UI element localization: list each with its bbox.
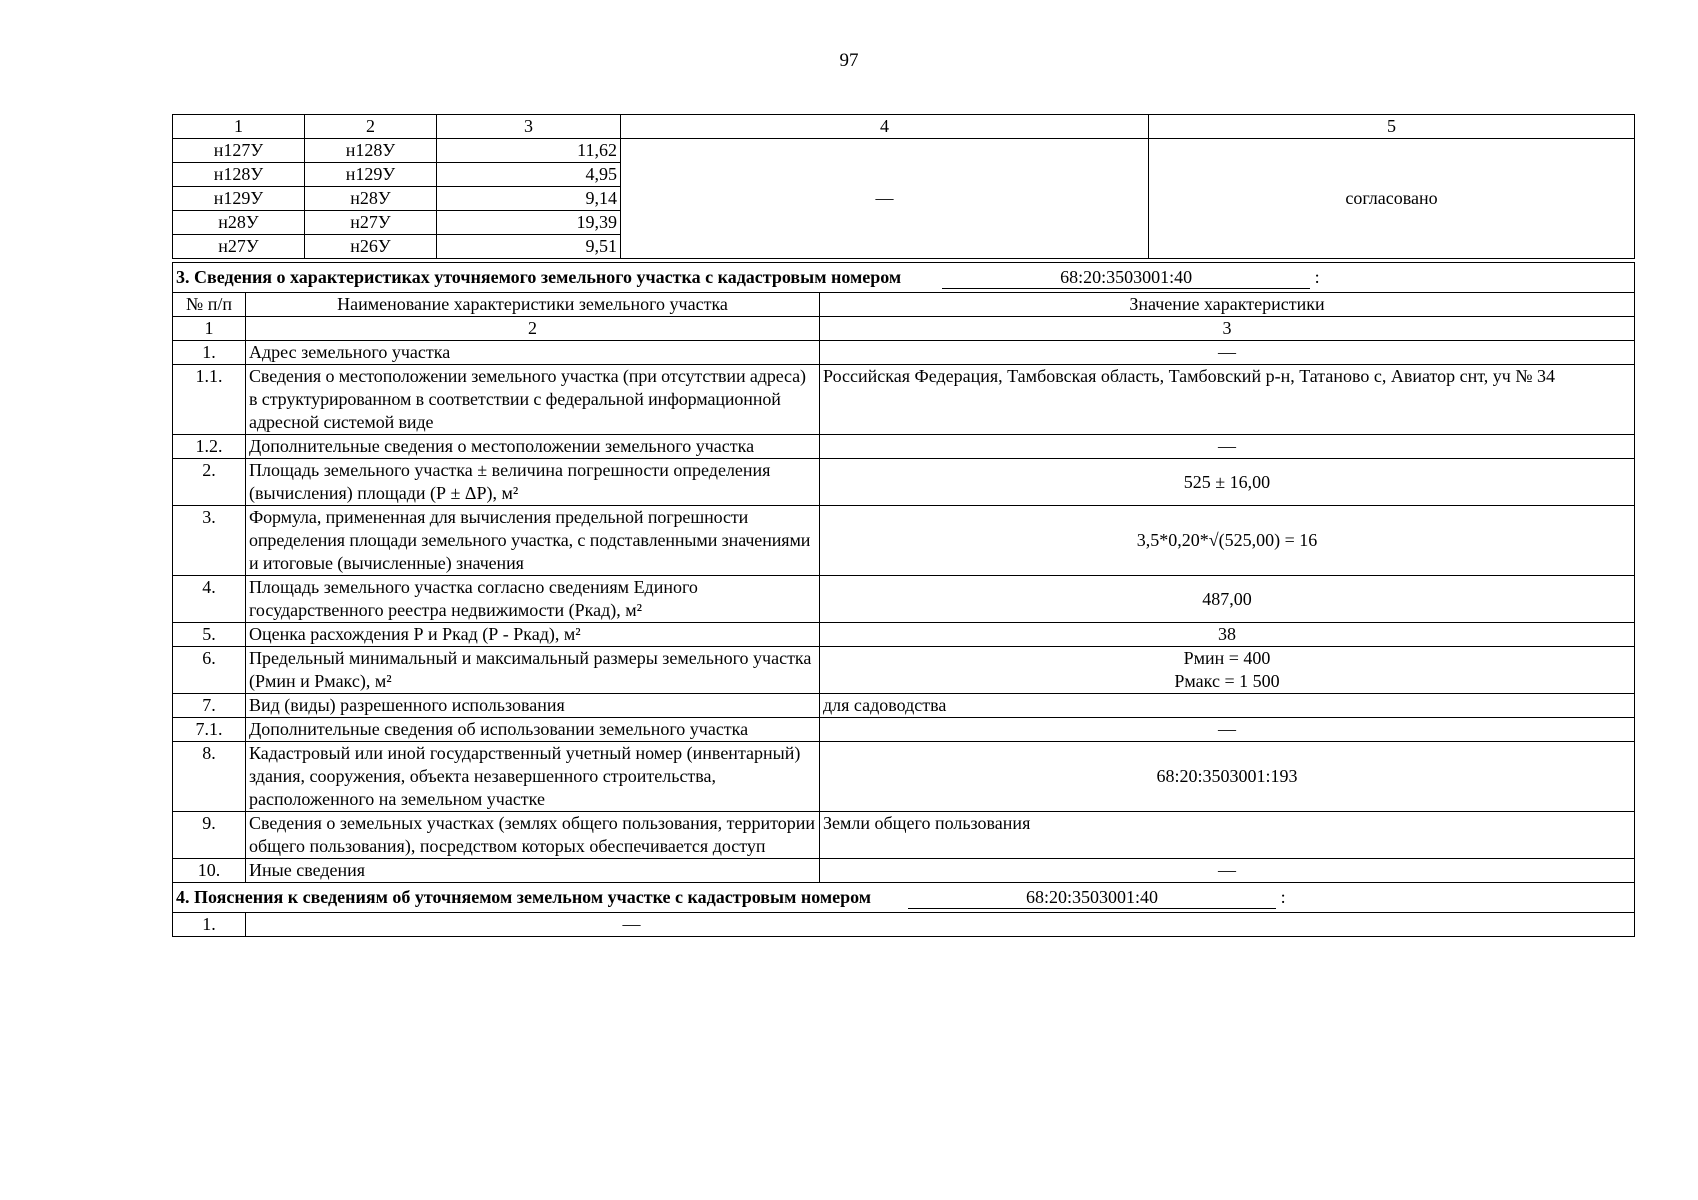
segment-length: 4,95 bbox=[437, 163, 621, 187]
section4-title-row bbox=[173, 883, 1635, 913]
row-number: 8. bbox=[173, 742, 246, 812]
row-value: для садоводства bbox=[820, 694, 1635, 718]
header-cell: 1 bbox=[173, 115, 305, 139]
col-header-name: Наименование характеристики земельного участка bbox=[246, 293, 820, 317]
row-name: Дополнительные сведения о местоположении земельного участка bbox=[246, 435, 820, 459]
point-from: н129У bbox=[173, 187, 305, 211]
row-value: Земли общего пользования bbox=[820, 812, 1635, 859]
row-name: Иные сведения bbox=[246, 859, 820, 883]
row-number: 7. bbox=[173, 694, 246, 718]
point-from: н128У bbox=[173, 163, 305, 187]
section4-cadastral-number: 68:20:3503001:40 bbox=[908, 886, 1276, 909]
row-number: 2. bbox=[173, 459, 246, 506]
table-row bbox=[173, 459, 1635, 506]
row-number: 1.2. bbox=[173, 435, 246, 459]
table-row bbox=[173, 647, 1635, 694]
point-to: н128У bbox=[305, 139, 437, 163]
point-to: н129У bbox=[305, 163, 437, 187]
row-name: Площадь земельного участка ± величина погрешности определения (вычисления) площади (Р ± ΔР), м² bbox=[246, 459, 820, 506]
boundary-table bbox=[172, 114, 1635, 259]
table-row bbox=[173, 694, 1635, 718]
row-number: 1. bbox=[173, 913, 246, 937]
row-name: Кадастровый или иной государственный учетный номер (инвентарный) здания, сооружения, объекта незавершенного строительства, расположенного на земельном участке bbox=[246, 742, 820, 812]
row-value bbox=[820, 647, 1635, 694]
col-number: 3 bbox=[820, 317, 1635, 341]
table-row bbox=[173, 913, 1635, 937]
row-value: 68:20:3503001:193 bbox=[820, 742, 1635, 812]
table-row bbox=[173, 139, 1635, 163]
point-from: н28У bbox=[173, 211, 305, 235]
row-number: 1. bbox=[173, 341, 246, 365]
segment-length: 9,14 bbox=[437, 187, 621, 211]
section4-title: 4. Пояснения к сведениям об уточняемом земельном участке с кадастровым номером bbox=[176, 887, 872, 907]
min-size-value: Рмин = 400 bbox=[1183, 648, 1271, 668]
section3-cadastral-number: 68:20:3503001:40 bbox=[942, 266, 1310, 289]
table-row bbox=[173, 341, 1635, 365]
segment-length: 11,62 bbox=[437, 139, 621, 163]
point-from: н127У bbox=[173, 139, 305, 163]
table-row bbox=[173, 365, 1635, 435]
point-to: н26У bbox=[305, 235, 437, 259]
row-name: Предельный минимальный и максимальный размеры земельного участка (Рмин и Рмакс), м² bbox=[246, 647, 820, 694]
table-row bbox=[173, 742, 1635, 812]
header-cell: 5 bbox=[1149, 115, 1635, 139]
row-value: — bbox=[820, 859, 1635, 883]
col-number: 2 bbox=[246, 317, 820, 341]
row-number: 4. bbox=[173, 576, 246, 623]
point-to: н28У bbox=[305, 187, 437, 211]
row-name: Площадь земельного участка согласно сведениям Единого государственного реестра недвижимости (Ркад), м² bbox=[246, 576, 820, 623]
col-header-value: Значение характеристики bbox=[820, 293, 1635, 317]
row-name: Оценка расхождения Р и Ркад (Р - Ркад), м² bbox=[246, 623, 820, 647]
row-number: 5. bbox=[173, 623, 246, 647]
row-name: Формула, примененная для вычисления предельной погрешности определения площади земельного участка, с подставленными значениями и итоговые (вычисленные) значения bbox=[246, 506, 820, 576]
section3-colon: : bbox=[1314, 267, 1320, 287]
row-name: Сведения о земельных участках (землях общего пользования, территории общего пользования), посредством которых обеспечивается доступ bbox=[246, 812, 820, 859]
col-header-number: № п/п bbox=[173, 293, 246, 317]
row-value: 3,5*0,20*√(525,00) = 16 bbox=[820, 506, 1635, 576]
section3-title-row bbox=[173, 263, 1635, 293]
column-header-row bbox=[173, 293, 1635, 317]
row-number: 3. bbox=[173, 506, 246, 576]
row-value: — bbox=[820, 718, 1635, 742]
segment-length: 9,51 bbox=[437, 235, 621, 259]
row-value: — bbox=[246, 913, 1635, 937]
table-row bbox=[173, 718, 1635, 742]
row-value: 525 ± 16,00 bbox=[820, 459, 1635, 506]
row-name: Сведения о местоположении земельного участка (при отсутствии адреса) в структурированном в соответствии с федеральной информационной адресной системой виде bbox=[246, 365, 820, 435]
row-value: Российская Федерация, Тамбовская область, Тамбовский р-н, Татаново с, Авиатор снт, уч № 34 bbox=[820, 365, 1635, 435]
row-number: 6. bbox=[173, 647, 246, 694]
row-value: 487,00 bbox=[820, 576, 1635, 623]
header-cell: 4 bbox=[621, 115, 1149, 139]
row-number: 9. bbox=[173, 812, 246, 859]
col4-merged-value: — bbox=[621, 139, 1149, 259]
row-value: — bbox=[820, 435, 1635, 459]
header-cell: 2 bbox=[305, 115, 437, 139]
row-name: Адрес земельного участка bbox=[246, 341, 820, 365]
row-name: Вид (виды) разрешенного использования bbox=[246, 694, 820, 718]
section3-title: 3. Сведения о характеристиках уточняемого земельного участка с кадастровым номером bbox=[176, 267, 902, 287]
page-number: 97 bbox=[839, 50, 859, 71]
row-name: Дополнительные сведения об использовании земельного участка bbox=[246, 718, 820, 742]
section4-colon: : bbox=[1280, 887, 1286, 907]
table-row bbox=[173, 812, 1635, 859]
row-number: 7.1. bbox=[173, 718, 246, 742]
row-number: 1.1. bbox=[173, 365, 246, 435]
max-size-value: Рмакс = 1 500 bbox=[1174, 671, 1280, 691]
table-row bbox=[173, 435, 1635, 459]
row-number: 10. bbox=[173, 859, 246, 883]
row-value: 38 bbox=[820, 623, 1635, 647]
table-row bbox=[173, 506, 1635, 576]
col5-merged-value: согласовано bbox=[1149, 139, 1635, 259]
table-row bbox=[173, 623, 1635, 647]
table-row bbox=[173, 576, 1635, 623]
header-cell: 3 bbox=[437, 115, 621, 139]
table-row bbox=[173, 859, 1635, 883]
characteristics-table bbox=[172, 262, 1635, 937]
point-to: н27У bbox=[305, 211, 437, 235]
segment-length: 19,39 bbox=[437, 211, 621, 235]
point-from: н27У bbox=[173, 235, 305, 259]
col-number: 1 bbox=[173, 317, 246, 341]
row-value: — bbox=[820, 341, 1635, 365]
boundary-header-row bbox=[173, 115, 1635, 139]
column-number-row bbox=[173, 317, 1635, 341]
